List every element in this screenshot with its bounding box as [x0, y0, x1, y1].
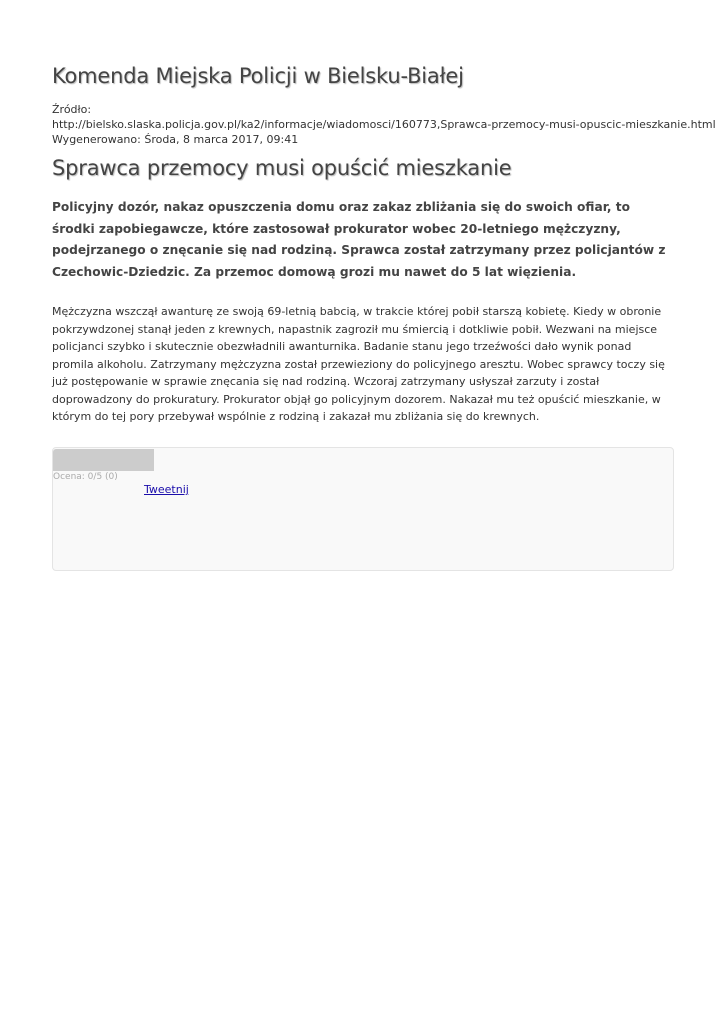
rating-share-widget	[52, 447, 674, 571]
tweet-link[interactable]: Tweetnij	[144, 483, 189, 496]
site-title: Komenda Miejska Policji w Bielsku-Białej	[52, 64, 464, 88]
article-body: Mężczyzna wszczął awanturę ze swoją 69-letnią babcią, w trakcie której pobił starszą kobietę. Kiedy w obronie pokrzywdzonej stanął jeden z krewnych, napastnik zagroził mu śmiercią i dotkliwie pobił. Wezwani na miejsce policjanci szybko i skutecznie obezwładnili awanturnika. Badanie stanu jego trzeźwości dało wynik ponad promila alkoholu. Zatrzymany mężczyzna został przewieziony do policyjnego aresztu. Wobec sprawcy toczy się już postępowanie w sprawie znęcania się nad rodziną. Wczoraj zatrzymany usłyszał zarzuty i został doprowadzony do prokuratury. Prokurator objął go policyjnym dozorem. Nakazał mu też opuścić mieszkanie, w którym do tej pory przebywał wspólnie z rodziną i zakazał mu zbliżania się do krewnych.	[52, 305, 665, 423]
article-title: Sprawca przemocy musi opuścić mieszkanie	[52, 156, 512, 180]
source-block	[52, 102, 716, 147]
source-url: http://bielsko.slaska.policja.gov.pl/ka2/informacje/wiadomosci/160773,Sprawca-przemocy-musi-opuscic-mieszkanie.html	[52, 118, 716, 131]
rating-stars-bar[interactable]	[53, 449, 154, 471]
generated-date: Wygenerowano: Środa, 8 marca 2017, 09:41	[52, 133, 299, 146]
document-page	[52, 60, 716, 426]
article-lead: Policyjny dozór, nakaz opuszczenia domu oraz zakaz zbliżania się do swoich ofiar, to środki zapobiegawcze, które zastosował prokurator wobec 20-letniego mężczyzny, podejrzanego o znęcanie się nad rodziną. Sprawca został zatrzymany przez policjantów z Czechowic-Dziedzic. Za przemoc domową grozi mu nawet do 5 lat więzienia.	[52, 200, 666, 279]
rating-text: Ocena: 0/5 (0)	[53, 472, 118, 482]
source-label: Źródło:	[52, 103, 92, 116]
